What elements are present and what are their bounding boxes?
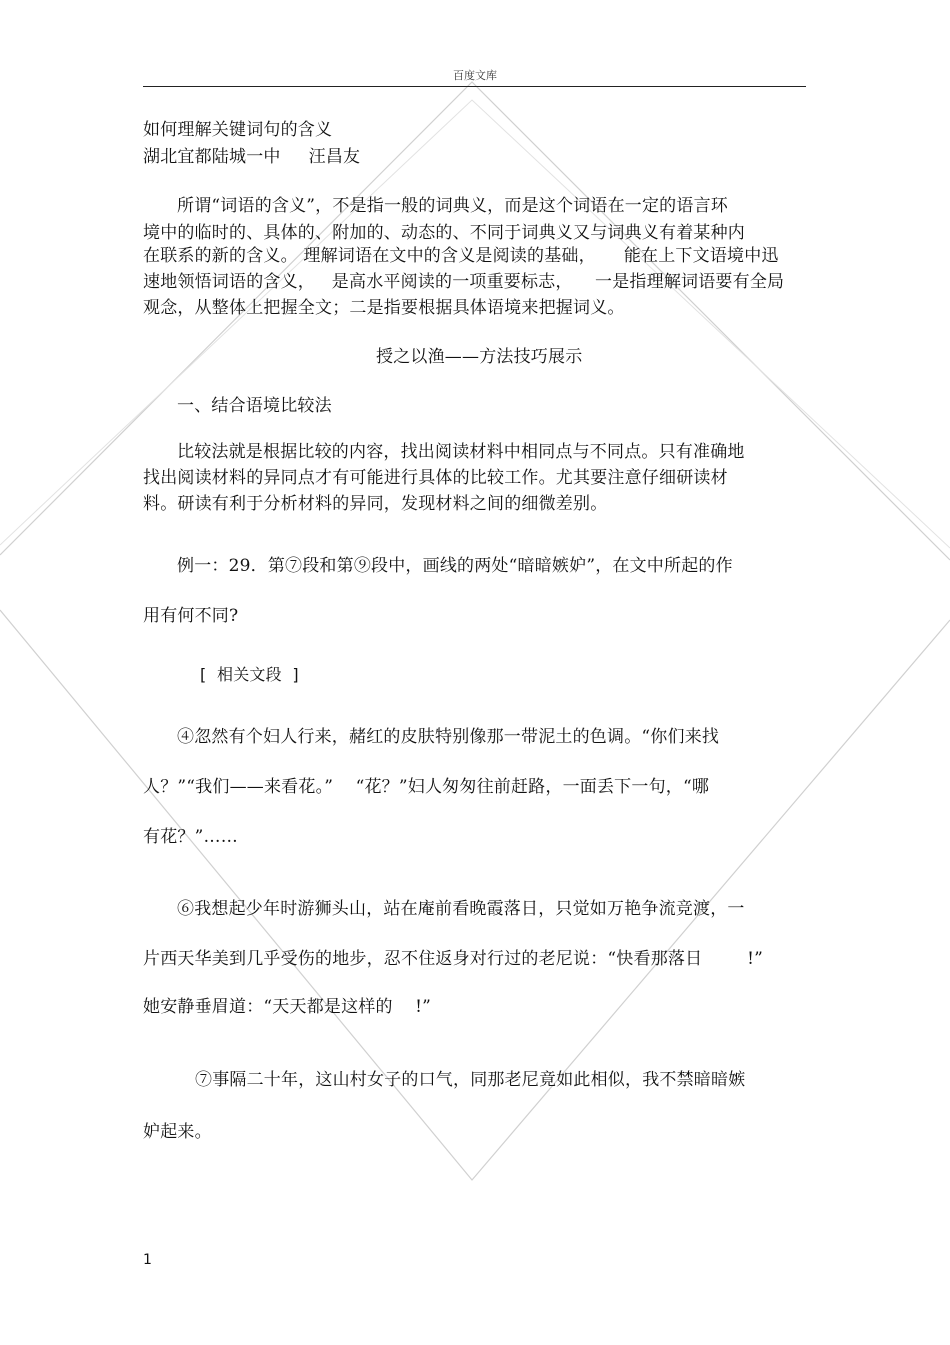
- paragraph-6-line: 片西天华美到几乎受伤的地步，忍不住返身对行过的老尼说：“快看那落日 !”: [143, 949, 764, 969]
- method-desc-line: 找出阅读材料的异同点才有可能进行具体的比较工作。尤其要注意仔细研读材: [143, 468, 728, 488]
- header-rule: [143, 86, 806, 87]
- doc-title: 如何理解关键词句的含义: [143, 120, 333, 140]
- paragraph-7-line: ⑦事隔二十年，这山村女子的口气，同那老尼竟如此相似，我不禁暗暗嫉: [195, 1070, 746, 1090]
- intro-line: 所谓“词语的含义”，不是指一般的词典义，而是这个词语在一定的语言环: [177, 196, 728, 216]
- intro-line: 在联系的新的含义。 理解词语在文中的含义是阅读的基础， 能在上下文语境中迅: [143, 246, 779, 266]
- method-desc-line: 料。研读有利于分析材料的异同，发现材料之间的细微差别。: [143, 494, 608, 514]
- page-number: 1: [143, 1252, 152, 1268]
- author-line: 湖北宜都陆城一中 汪昌友: [143, 147, 361, 167]
- paragraph-4-line: ④忽然有个妇人行来，赭红的皮肤特别像那一带泥土的色调。“你们来找: [177, 727, 720, 747]
- example-question: 用有何不同?: [143, 606, 239, 626]
- intro-line: 速地领悟词语的含义， 是高水平阅读的一项重要标志， 一是指理解词语要有全局: [143, 272, 785, 292]
- paragraph-4-line: 有花？”……: [143, 827, 238, 847]
- intro-line: 观念，从整体上把握全文；二是指要根据具体语境来把握词义。: [143, 298, 625, 318]
- paragraph-6-line: ⑥我想起少年时游狮头山，站在庵前看晚霞落日，只觉如万艳争流竞渡，一: [177, 899, 745, 919]
- intro-line: 境中的临时的、具体的、附加的、动态的、不同于词典义又与词典义有着某种内: [143, 223, 745, 243]
- paragraph-4-line: 人？”“我们——来看花。” “花？”妇人匆匆往前赶路，一面丢下一句，“哪: [143, 777, 710, 797]
- header-site-name: 百度文库: [453, 69, 497, 82]
- method-desc-line: 比较法就是根据比较的内容，找出阅读材料中相同点与不同点。只有准确地: [177, 442, 745, 462]
- method-title: 一、结合语境比较法: [177, 396, 332, 416]
- section-heading: 授之以渔——方法技巧展示: [376, 347, 583, 367]
- paragraph-7-line: 妒起来。: [143, 1122, 212, 1142]
- related-label: [ 相关文段 ]: [200, 665, 299, 684]
- example-question: 例一：29．第⑦段和第⑨段中，画线的两处“暗暗嫉妒”，在文中所起的作: [177, 556, 733, 576]
- paragraph-6-line: 她安静垂眉道：“天天都是这样的 !”: [143, 997, 432, 1017]
